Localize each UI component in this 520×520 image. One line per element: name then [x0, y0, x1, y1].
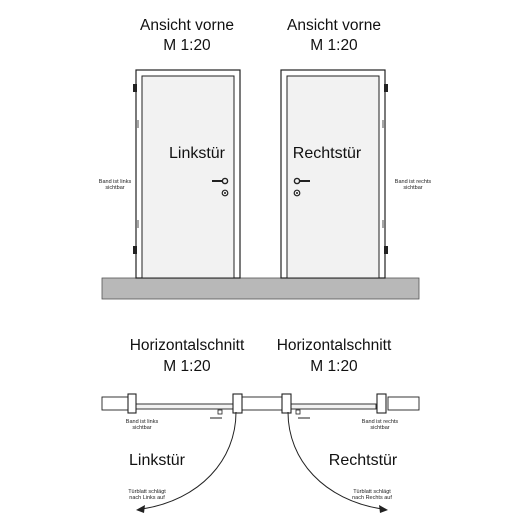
right-section-scale: M 1:20 [310, 358, 358, 375]
left-front-title: Ansicht vorne [140, 17, 234, 34]
handle-mark [296, 410, 300, 414]
right-swing-note-1: Türblatt schlägt [353, 489, 391, 495]
hinge-icon [384, 246, 388, 254]
right-section-hinge-note-1: Band ist rechts [361, 419, 399, 425]
left-door-leaf [142, 76, 234, 278]
right-leaf-section [288, 404, 376, 409]
keyhole-dot [224, 192, 226, 194]
left-front-scale: M 1:20 [163, 37, 211, 54]
hinge-icon [133, 246, 137, 254]
right-door-label: Rechtstür [292, 145, 362, 162]
frame-block [128, 394, 136, 413]
wall-segment [240, 397, 284, 410]
right-front-title: Ansicht vorne [287, 17, 381, 34]
left-section-door-label: Linkstür [128, 452, 186, 469]
section-wall [102, 397, 419, 410]
wall-segment [388, 397, 419, 410]
left-hinge-note-1: Band ist links [98, 179, 132, 185]
right-hinge-note-2: sichtbar [403, 185, 423, 191]
right-swing-note-2: nach Rechts auf [352, 495, 392, 501]
left-swing-note-2: nach Links auf [129, 495, 165, 501]
hinge-icon [384, 84, 388, 92]
right-hinge-note-1: Band ist rechts [394, 179, 432, 185]
right-door-leaf [287, 76, 379, 278]
arrow-left-icon [136, 505, 145, 513]
right-section-hinge-note-2: sichtbar [370, 425, 390, 431]
left-section-title: Horizontalschnitt [129, 337, 245, 354]
right-section-door-label: Rechtstür [328, 452, 398, 469]
right-section-title: Horizontalschnitt [276, 337, 392, 354]
frame-block [233, 394, 242, 413]
left-section-scale: M 1:20 [163, 358, 211, 375]
floor-slab [102, 278, 419, 299]
left-door-front [133, 70, 240, 278]
right-front-scale: M 1:20 [310, 37, 358, 54]
left-door-label: Linkstür [168, 145, 226, 162]
right-door-front [281, 70, 388, 278]
left-swing-note-1: Türblatt schlägt [128, 489, 166, 495]
left-section-hinge-note-2: sichtbar [132, 425, 152, 431]
frame-block [282, 394, 291, 413]
left-section-hinge-note-1: Band ist links [125, 419, 159, 425]
arrow-right-icon [379, 505, 388, 513]
left-leaf-section [134, 404, 234, 409]
hinge-icon [133, 84, 137, 92]
handle-mark [218, 410, 222, 414]
keyhole-dot [296, 192, 298, 194]
frame-block [377, 394, 386, 413]
left-hinge-note-2: sichtbar [105, 185, 125, 191]
